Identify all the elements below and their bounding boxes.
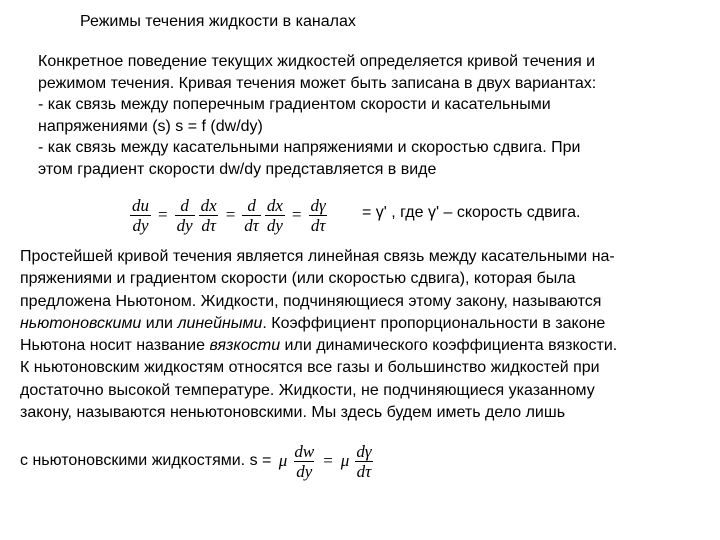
numerator: d bbox=[247, 195, 256, 215]
denominator: dτ bbox=[201, 215, 216, 235]
viscosity-symbol: μ bbox=[340, 451, 350, 470]
equals-sign: = bbox=[158, 205, 168, 224]
denominator: dτ bbox=[244, 215, 259, 235]
newton-paragraph bbox=[20, 246, 710, 424]
newton-law-formula bbox=[276, 442, 376, 481]
text-fragment: . Коэффициент пропорциональности в законе bbox=[262, 314, 606, 332]
text-fragment: или bbox=[141, 314, 178, 332]
intro-paragraph bbox=[38, 51, 698, 180]
shear-rate-formula bbox=[128, 190, 330, 240]
paragraph-line bbox=[20, 335, 710, 357]
text-fragment: Ньютона носит название bbox=[20, 337, 210, 355]
fraction bbox=[309, 196, 328, 235]
paragraph-line: этом градиент скорости dw/dy представляется в виде bbox=[38, 160, 437, 178]
page-title: Режимы течения жидкости в каналах bbox=[80, 13, 356, 30]
paragraph-line bbox=[20, 313, 710, 335]
paragraph-line: закону, называются неньютоновскими. Мы здесь будем иметь дело лишь bbox=[20, 404, 566, 422]
text-fragment: с ньютоновскими жидкостями. s = bbox=[20, 452, 276, 469]
newton-law-line bbox=[20, 436, 376, 486]
paragraph-line: пряжениями и градиентом скорости (или скоростью сдвига), которая была bbox=[20, 270, 576, 288]
paragraph-line: достаточно высокой температуре. Жидкости, не подчиняющиеся указанному bbox=[20, 381, 595, 399]
fraction bbox=[354, 442, 373, 481]
paragraph-line: Простейшей кривой течения является линейная связь между касательными на- bbox=[20, 248, 615, 265]
text-fragment: или динамического коэффициента вязкости. bbox=[280, 337, 618, 355]
paragraph-line: К ньютоновским жидкостям относятся все газы и большинство жидкостей при bbox=[20, 359, 600, 377]
paragraph-line: Конкретное поведение текущих жидкостей определяется кривой течения и bbox=[38, 53, 596, 70]
numerator: d bbox=[180, 195, 189, 215]
denominator: dy bbox=[296, 461, 313, 481]
fraction bbox=[292, 442, 316, 481]
italic-term: вязкости bbox=[209, 337, 281, 355]
fraction bbox=[242, 196, 261, 235]
fraction bbox=[130, 196, 151, 235]
denominator: dy bbox=[266, 215, 283, 235]
numerator: dx bbox=[266, 195, 283, 215]
equals-sign: = bbox=[291, 205, 302, 224]
equals-sign: = bbox=[225, 205, 236, 224]
fraction bbox=[265, 196, 285, 235]
denominator: dy bbox=[176, 215, 193, 235]
fraction bbox=[199, 196, 219, 235]
viscosity-symbol: μ bbox=[278, 451, 288, 470]
paragraph-line: режимом течения. Кривая течения может быть записана в двух вариантах: bbox=[38, 74, 597, 92]
denominator: dy bbox=[132, 215, 149, 235]
fraction bbox=[175, 196, 195, 235]
numerator: dx bbox=[200, 195, 217, 215]
paragraph-line: предложена Ньютоном. Жидкости, подчиняющиеся этому закону, называются bbox=[20, 292, 602, 310]
paragraph-line: напряжениями (s) s = f (dw/dy) bbox=[38, 117, 263, 135]
paragraph-line: - как связь между поперечным градиентом скорости и касательными bbox=[38, 96, 551, 113]
equals-sign: = bbox=[323, 451, 333, 470]
numerator: dγ bbox=[310, 195, 326, 215]
italic-term: ньютоновскими bbox=[20, 314, 142, 332]
numerator: dw bbox=[294, 441, 315, 461]
denominator: dτ bbox=[310, 215, 326, 235]
italic-term: линейными bbox=[177, 314, 263, 332]
numerator: dγ bbox=[356, 441, 372, 461]
shear-rate-definition: = γ' , где γ' – скорость сдвига. bbox=[362, 204, 581, 221]
numerator: du bbox=[132, 195, 149, 215]
denominator: dτ bbox=[356, 461, 372, 481]
paragraph-line: - как связь между касательными напряжениями и скоростью сдвига. При bbox=[38, 139, 581, 156]
